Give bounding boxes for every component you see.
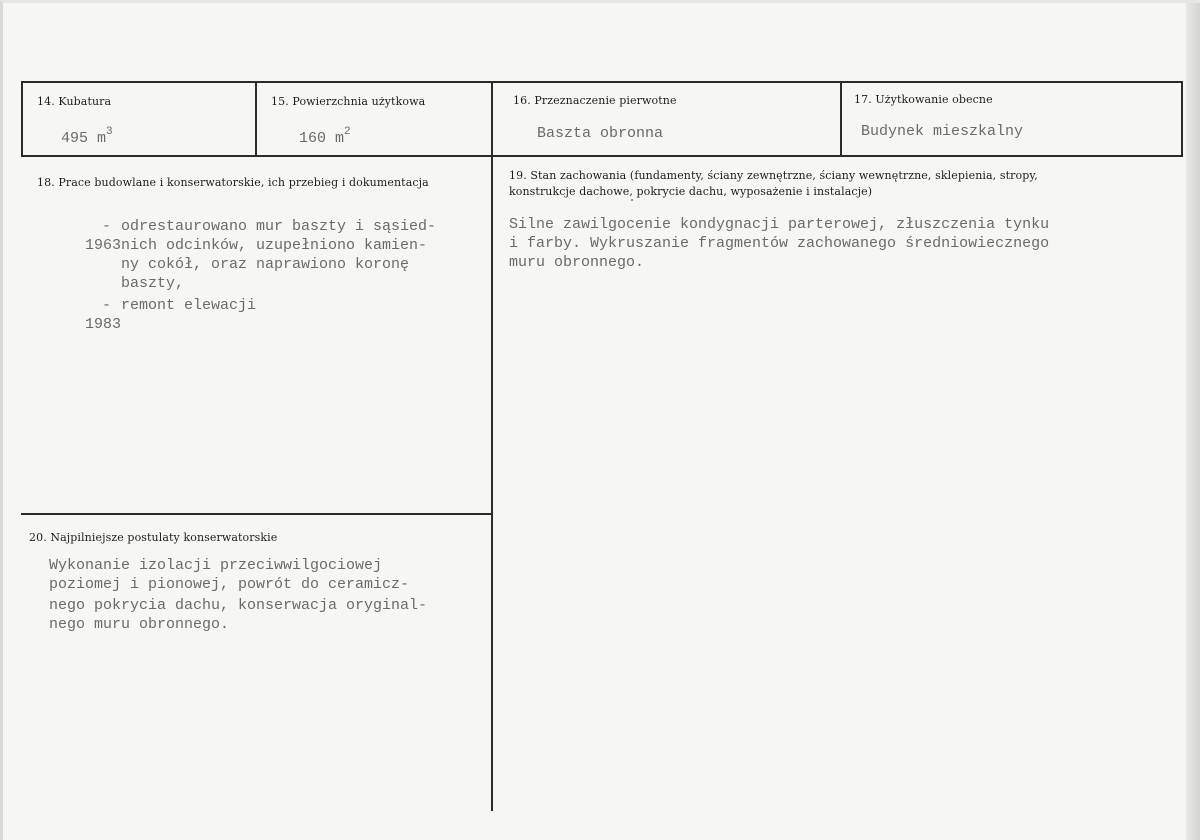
field-15-label: 15. Powierzchnia użytkowa [271,95,426,108]
field-19-line-1: Silne zawilgocenie kondygnacji parterowej, złuszczenia tynku [509,216,1050,233]
field-18-entry-2-dash: - [102,297,112,314]
top-rule [21,81,1183,83]
card-edge-shadow [1186,3,1200,840]
field-15-number: 160 [299,130,327,147]
field-20-line-2: poziomej i pionowej, powrót do ceramicz- [49,576,410,593]
field-17-value: Budynek mieszkalny [861,123,1024,140]
field-14-exponent: 3 [106,126,113,138]
header-row-bottom-rule [21,155,1183,157]
field-19-line-3: muru obronnego. [509,254,645,271]
field-19-line-2: i farby. Wykruszanie fragmentów zachowanego średniowiecznego [509,235,1050,252]
rule-above-field-20 [21,513,493,515]
divider-14-15 [255,81,257,157]
field-14-label: 14. Kubatura [37,95,112,108]
field-18-entry-2-line-1: remont elewacji [121,297,257,314]
field-18-entry-1-line-1: odrestaurowano mur baszty i sąsied- [121,218,437,235]
field-15-exponent: 2 [344,126,351,138]
field-16-label: 16. Przeznaczenie pierwotne [513,94,677,107]
field-18-entry-1-year: 1963 [85,237,122,254]
divider-left-right-column [491,155,493,811]
field-20-line-4: nego muru obronnego. [49,616,230,633]
field-15-value [299,125,351,148]
field-15-unit: m [335,130,345,147]
field-18-entry-1-line-4: baszty, [121,275,185,292]
field-20-label: 20. Najpilniejsze postulaty konserwatorskie [29,531,278,544]
field-20-line-3: nego pokrycia dachu, konserwacja oryginal- [49,597,428,614]
field-14-value [61,125,113,148]
field-16-value: Baszta obronna [537,125,664,142]
field-14-unit: m [97,130,107,147]
field-18-entry-1-line-2: nich odcinków, uzupełniono kamien- [121,237,428,254]
left-border-top-row [21,81,23,157]
field-14-number: 495 [61,130,89,147]
divider-15-16 [491,81,493,157]
right-border-top-row [1181,81,1183,157]
field-19-label-line-1: 19. Stan zachowania (fundamenty, ściany zewnętrzne, ściany wewnętrzne, sklepienia, stropy, [509,169,1038,182]
field-18-entry-1-dash: - [102,218,112,235]
field-20-line-1: Wykonanie izolacji przeciwwilgociowej [49,557,383,574]
field-18-entry-2-year: 1983 [85,316,122,333]
field-18-entry-1-line-3: ny cokół, oraz naprawiono koronę [121,256,410,273]
field-18-label: 18. Prace budowlane i konserwatorskie, ich przebieg i dokumentacja [37,176,429,189]
ink-speck [631,199,633,201]
field-19-label-line-2: konstrukcje dachowe, pokrycie dachu, wyposażenie i instalacje) [509,185,873,198]
field-17-label: 17. Użytkowanie obecne [854,93,993,106]
divider-16-17 [840,81,842,157]
